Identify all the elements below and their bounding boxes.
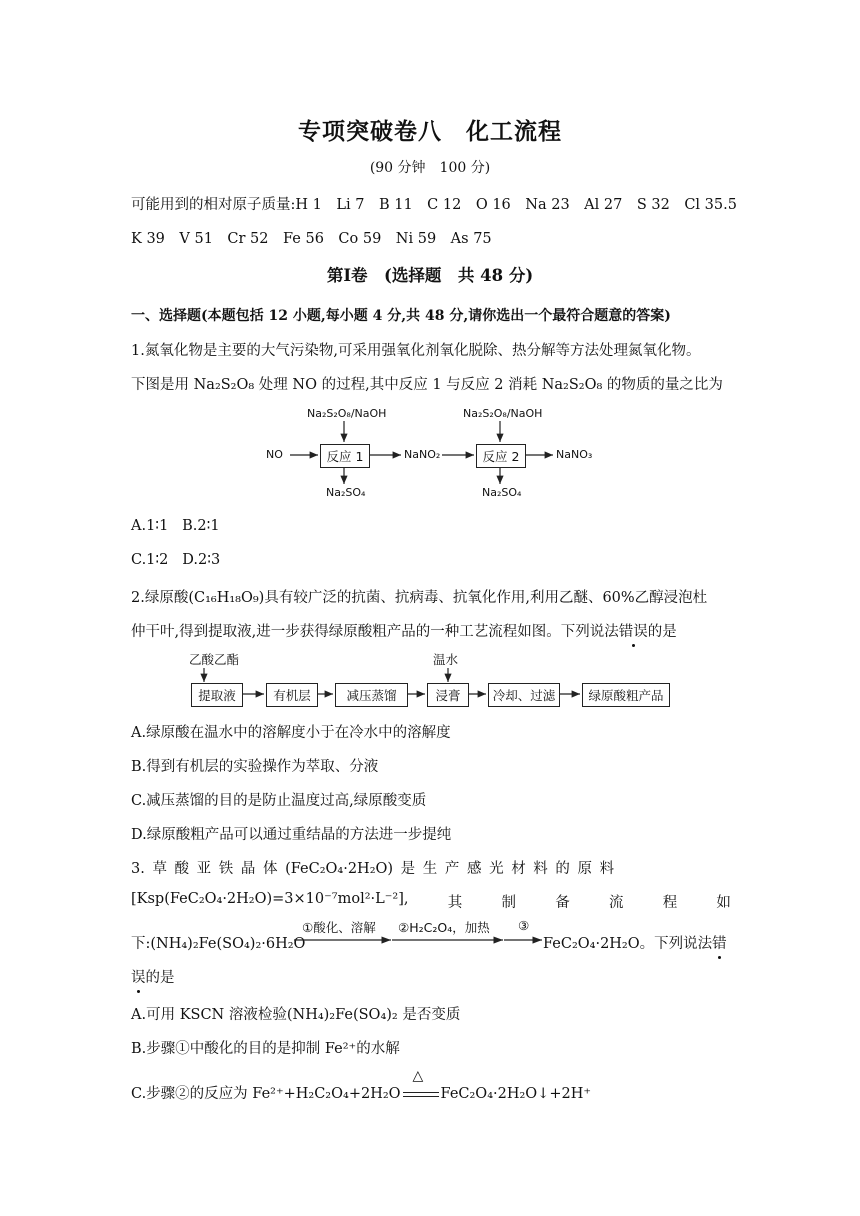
q2-stem-end: 的是 (647, 624, 677, 640)
q3-stem-end: 的是 (145, 970, 175, 986)
q2-emphasis-cuowu: 错误 (618, 624, 648, 640)
q3-reactant: 下:(NH₄)₂Fe(SO₄)₂·6H₂O (131, 936, 306, 952)
q1-stem-line1: 1.氮氧化物是主要的大气污染物,可采用强氧化剂氧化脱除、热分解等方法处理氮氧化物。 (131, 343, 701, 359)
q3-step3-label: ③ (518, 918, 530, 933)
q1-stem-line2: 下图是用 Na₂S₂O₈ 处理 NO 的过程,其中反应 1 与反应 2 消耗 Na₂S₂O₈ 的物质的量之比为 (131, 377, 723, 393)
q3-step1-label: ①酸化、溶解 (302, 920, 376, 935)
q2-step-extractum: 浸膏 (427, 683, 469, 707)
q3-word-zhi: 制 (501, 895, 516, 911)
q2-option-a[interactable]: A.绿原酸在温水中的溶解度小于在冷水中的溶解度 (131, 725, 451, 741)
q3-product-text (543, 932, 727, 953)
q2-step-cool-filter: 冷却、过滤 (488, 683, 560, 707)
q2-step-vacuum-distill: 减压蒸馏 (335, 683, 408, 707)
q1-option-a[interactable]: A.1∶1 (131, 518, 169, 534)
q1-intermediate: NaNO₂ (404, 448, 441, 461)
q3-emphasis-wu: 误 (131, 970, 146, 986)
q2-option-b[interactable]: B.得到有机层的实验操作为萃取、分液 (131, 759, 379, 775)
page-title: 专项突破卷八 化工流程 (298, 118, 562, 145)
q3-option-c-left: C.步骤②的反应为 Fe²⁺+H₂C₂O₄+2H₂O (131, 1086, 401, 1102)
q3-option-a[interactable]: A.可用 KSCN 溶液检验(NH₄)₂Fe(SO₄)₂ 是否变质 (131, 1007, 461, 1023)
q3-equal-line-top (403, 1092, 439, 1093)
q2-stem-line1: 2.绿原酸(C₁₆H₁₈O₉)具有较广泛的抗菌、抗病毒、抗氧化作用,利用乙醚、60%乙醇浸泡杜 (131, 590, 708, 606)
atomic-masses-line2: K 39 V 51 Cr 52 Fe 56 Co 59 Ni 59 As 75 (131, 231, 492, 247)
q1-output: NaNO₃ (556, 448, 593, 461)
q2-step-extract: 提取液 (191, 683, 243, 707)
q3-heat-symbol: △ (412, 1068, 424, 1084)
q3-heat-condition (401, 1068, 441, 1102)
q1-reaction2-box: 反应 2 (476, 444, 526, 468)
q1-byproduct-1: Na₂SO₄ (326, 486, 366, 499)
q2-stem-text: 仲干叶,得到提取液,进一步获得绿原酸粗产品的一种工艺流程如图。下列说法 (131, 624, 619, 640)
q2-option-c[interactable]: C.减压蒸馏的目的是防止温度过高,绿原酸变质 (131, 793, 427, 809)
q2-step-organic-layer: 有机层 (266, 683, 318, 707)
part-heading: 一、选择题(本题包括 12 小题,每小题 4 分,共 48 分,请你选出一个最符合题意的答案) (131, 308, 671, 324)
section-title: 第Ⅰ卷 (选择题 共 48 分) (326, 266, 534, 285)
q1-reaction1-box: 反应 1 (320, 444, 370, 468)
q3-product: FeC₂O₄·2H₂O。下列说法 (543, 936, 713, 952)
q2-step-crude-product: 绿原酸粗产品 (582, 683, 670, 707)
q1-reagent-label-2: Na₂S₂O₈/NaOH (463, 407, 543, 420)
q1-byproduct-2: Na₂SO₄ (482, 486, 522, 499)
q2-option-d[interactable]: D.绿原酸粗产品可以通过重结晶的方法进一步提纯 (131, 827, 452, 843)
q3-stem-line4 (131, 966, 175, 987)
q3-word-qi: 其 (447, 895, 463, 911)
q3-emphasis-cuo: 错 (712, 936, 727, 952)
q3-option-c-right: FeC₂O₄·2H₂O↓+2H⁺ (440, 1086, 592, 1102)
q1-input-no: NO (266, 448, 283, 461)
q3-stem-text: 3. 草 酸 亚 铁 晶 体 (FeC₂O₄·2H₂O) 是 生 产 感 光 材 料 的 原 料 (131, 861, 615, 877)
q3-word-bei: 备 (555, 895, 570, 911)
q1-option-c[interactable]: C.1∶2 (131, 552, 169, 568)
q3-word-liu: 流 (608, 895, 624, 911)
q3-ksp: [Ksp(FeC₂O₄·2H₂O)=3×10⁻⁷mol²·L⁻²], (131, 891, 409, 907)
atomic-masses-line1: 可能用到的相对原子质量:H 1 Li 7 B 11 C 12 O 16 Na 23 Al 27 S 32 Cl 35.5 (131, 197, 737, 213)
q3-word-ru: 如 (716, 895, 731, 911)
q1-option-d[interactable]: D.2∶3 (182, 552, 221, 568)
q3-step2-label: ②H₂C₂O₄，加热 (398, 920, 490, 935)
q3-option-b[interactable]: B.步骤①中酸化的目的是抑制 Fe²⁺的水解 (131, 1041, 400, 1057)
q1-option-b[interactable]: B.2∶1 (182, 518, 220, 534)
q3-equal-line-bottom (403, 1096, 439, 1097)
q2-reagent-warm-water: 温水 (433, 652, 459, 667)
exam-time-score: (90 分钟 100 分) (369, 160, 491, 176)
q1-reagent-label-1: Na₂S₂O₈/NaOH (307, 407, 387, 420)
q2-reagent-ethyl-acetate: 乙酸乙酯 (189, 652, 240, 667)
q3-word-cheng: 程 (662, 895, 678, 911)
q3-option-c[interactable] (131, 1068, 592, 1103)
